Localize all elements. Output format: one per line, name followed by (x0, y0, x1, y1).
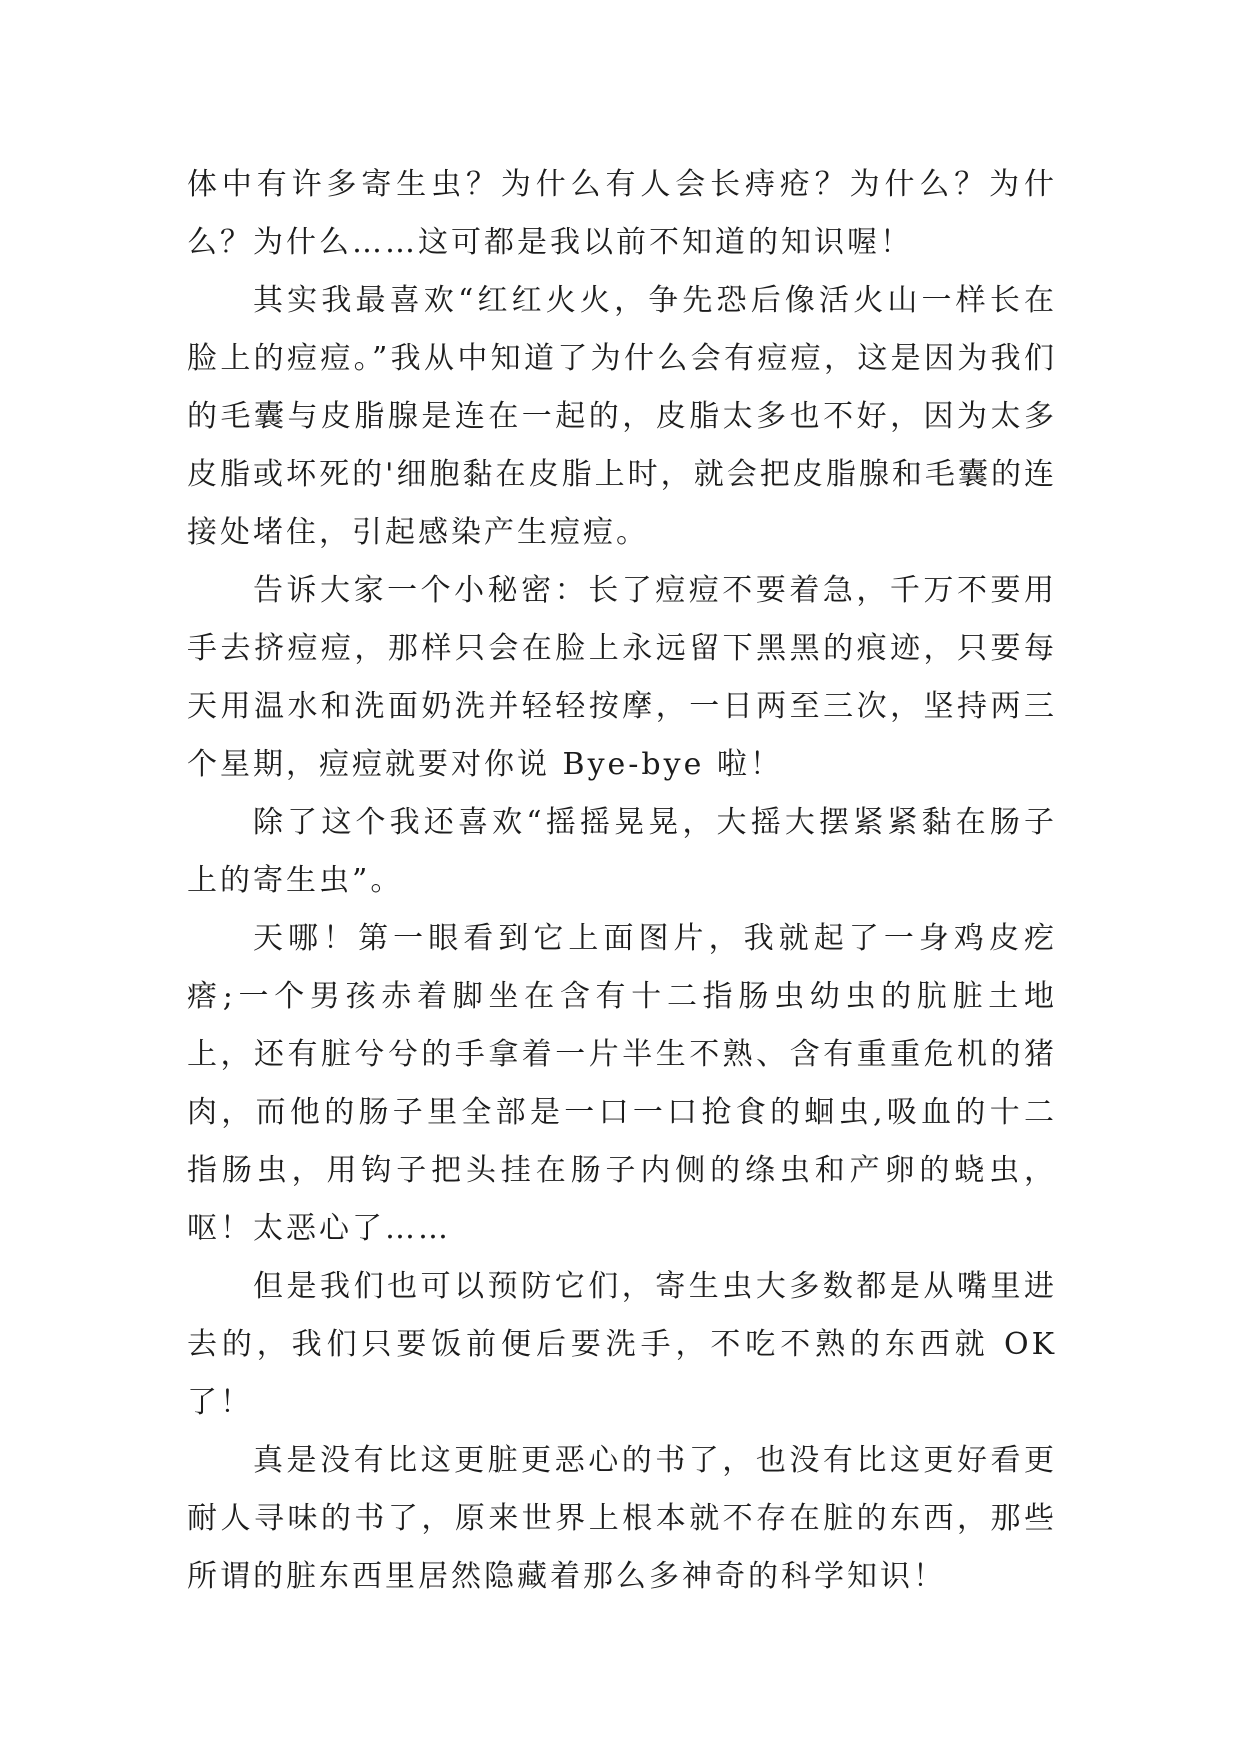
paragraph-secret: 告诉大家一个小秘密：长了痘痘不要着急，千万不要用手去挤痘痘，那样只会在脸上永远留下黑黑的痕迹，只要每天用温水和洗面奶洗并轻轻按摩，一日两至三次，坚持两三个星期，痘痘就要对你说 Bye-bye 啦！ (187, 573, 1057, 782)
document-body (187, 156, 1057, 1606)
paragraph-prevention: 但是我们也可以预防它们，寄生虫大多数都是从嘴里进去的，我们只要饭前便后要洗手，不吃不熟的东西就 OK 了！ (187, 1269, 1057, 1420)
paragraph-parasites: 除了这个我还喜欢“摇摇晃晃，大摇大摆紧紧黏在肠子上的寄生虫”。 (187, 805, 1057, 898)
paragraph-conclusion: 真是没有比这更脏更恶心的书了，也没有比这更好看更耐人寻味的书了，原来世界上根本就不存在脏的东西，那些所谓的脏东西里居然隐藏着那么多神奇的科学知识！ (187, 1443, 1057, 1594)
paragraph-continuation: 体中有许多寄生虫？为什么有人会长痔疮？为什么？为什么？为什么……这可都是我以前不知道的知识喔！ (187, 167, 1057, 260)
paragraph-picture: 天哪！第一眼看到它上面图片，我就起了一身鸡皮疙瘩;一个男孩赤着脚坐在含有十二指肠虫幼虫的肮脏土地上，还有脏兮兮的手拿着一片半生不熟、含有重重危机的猪肉，而他的肠子里全部是一口一口抢食的蛔虫,吸血的十二指肠虫，用钩子把头挂在肠子内侧的绦虫和产卵的蛲虫，呕！太恶心了…… (187, 921, 1057, 1246)
paragraph-pimples: 其实我最喜欢“红红火火，争先恐后像活火山一样长在脸上的痘痘。”我从中知道了为什么会有痘痘，这是因为我们的毛囊与皮脂腺是连在一起的，皮脂太多也不好，因为太多皮脂或坏死的'细胞黏在皮脂上时，就会把皮脂腺和毛囊的连接处堵住，引起感染产生痘痘。 (187, 283, 1057, 550)
